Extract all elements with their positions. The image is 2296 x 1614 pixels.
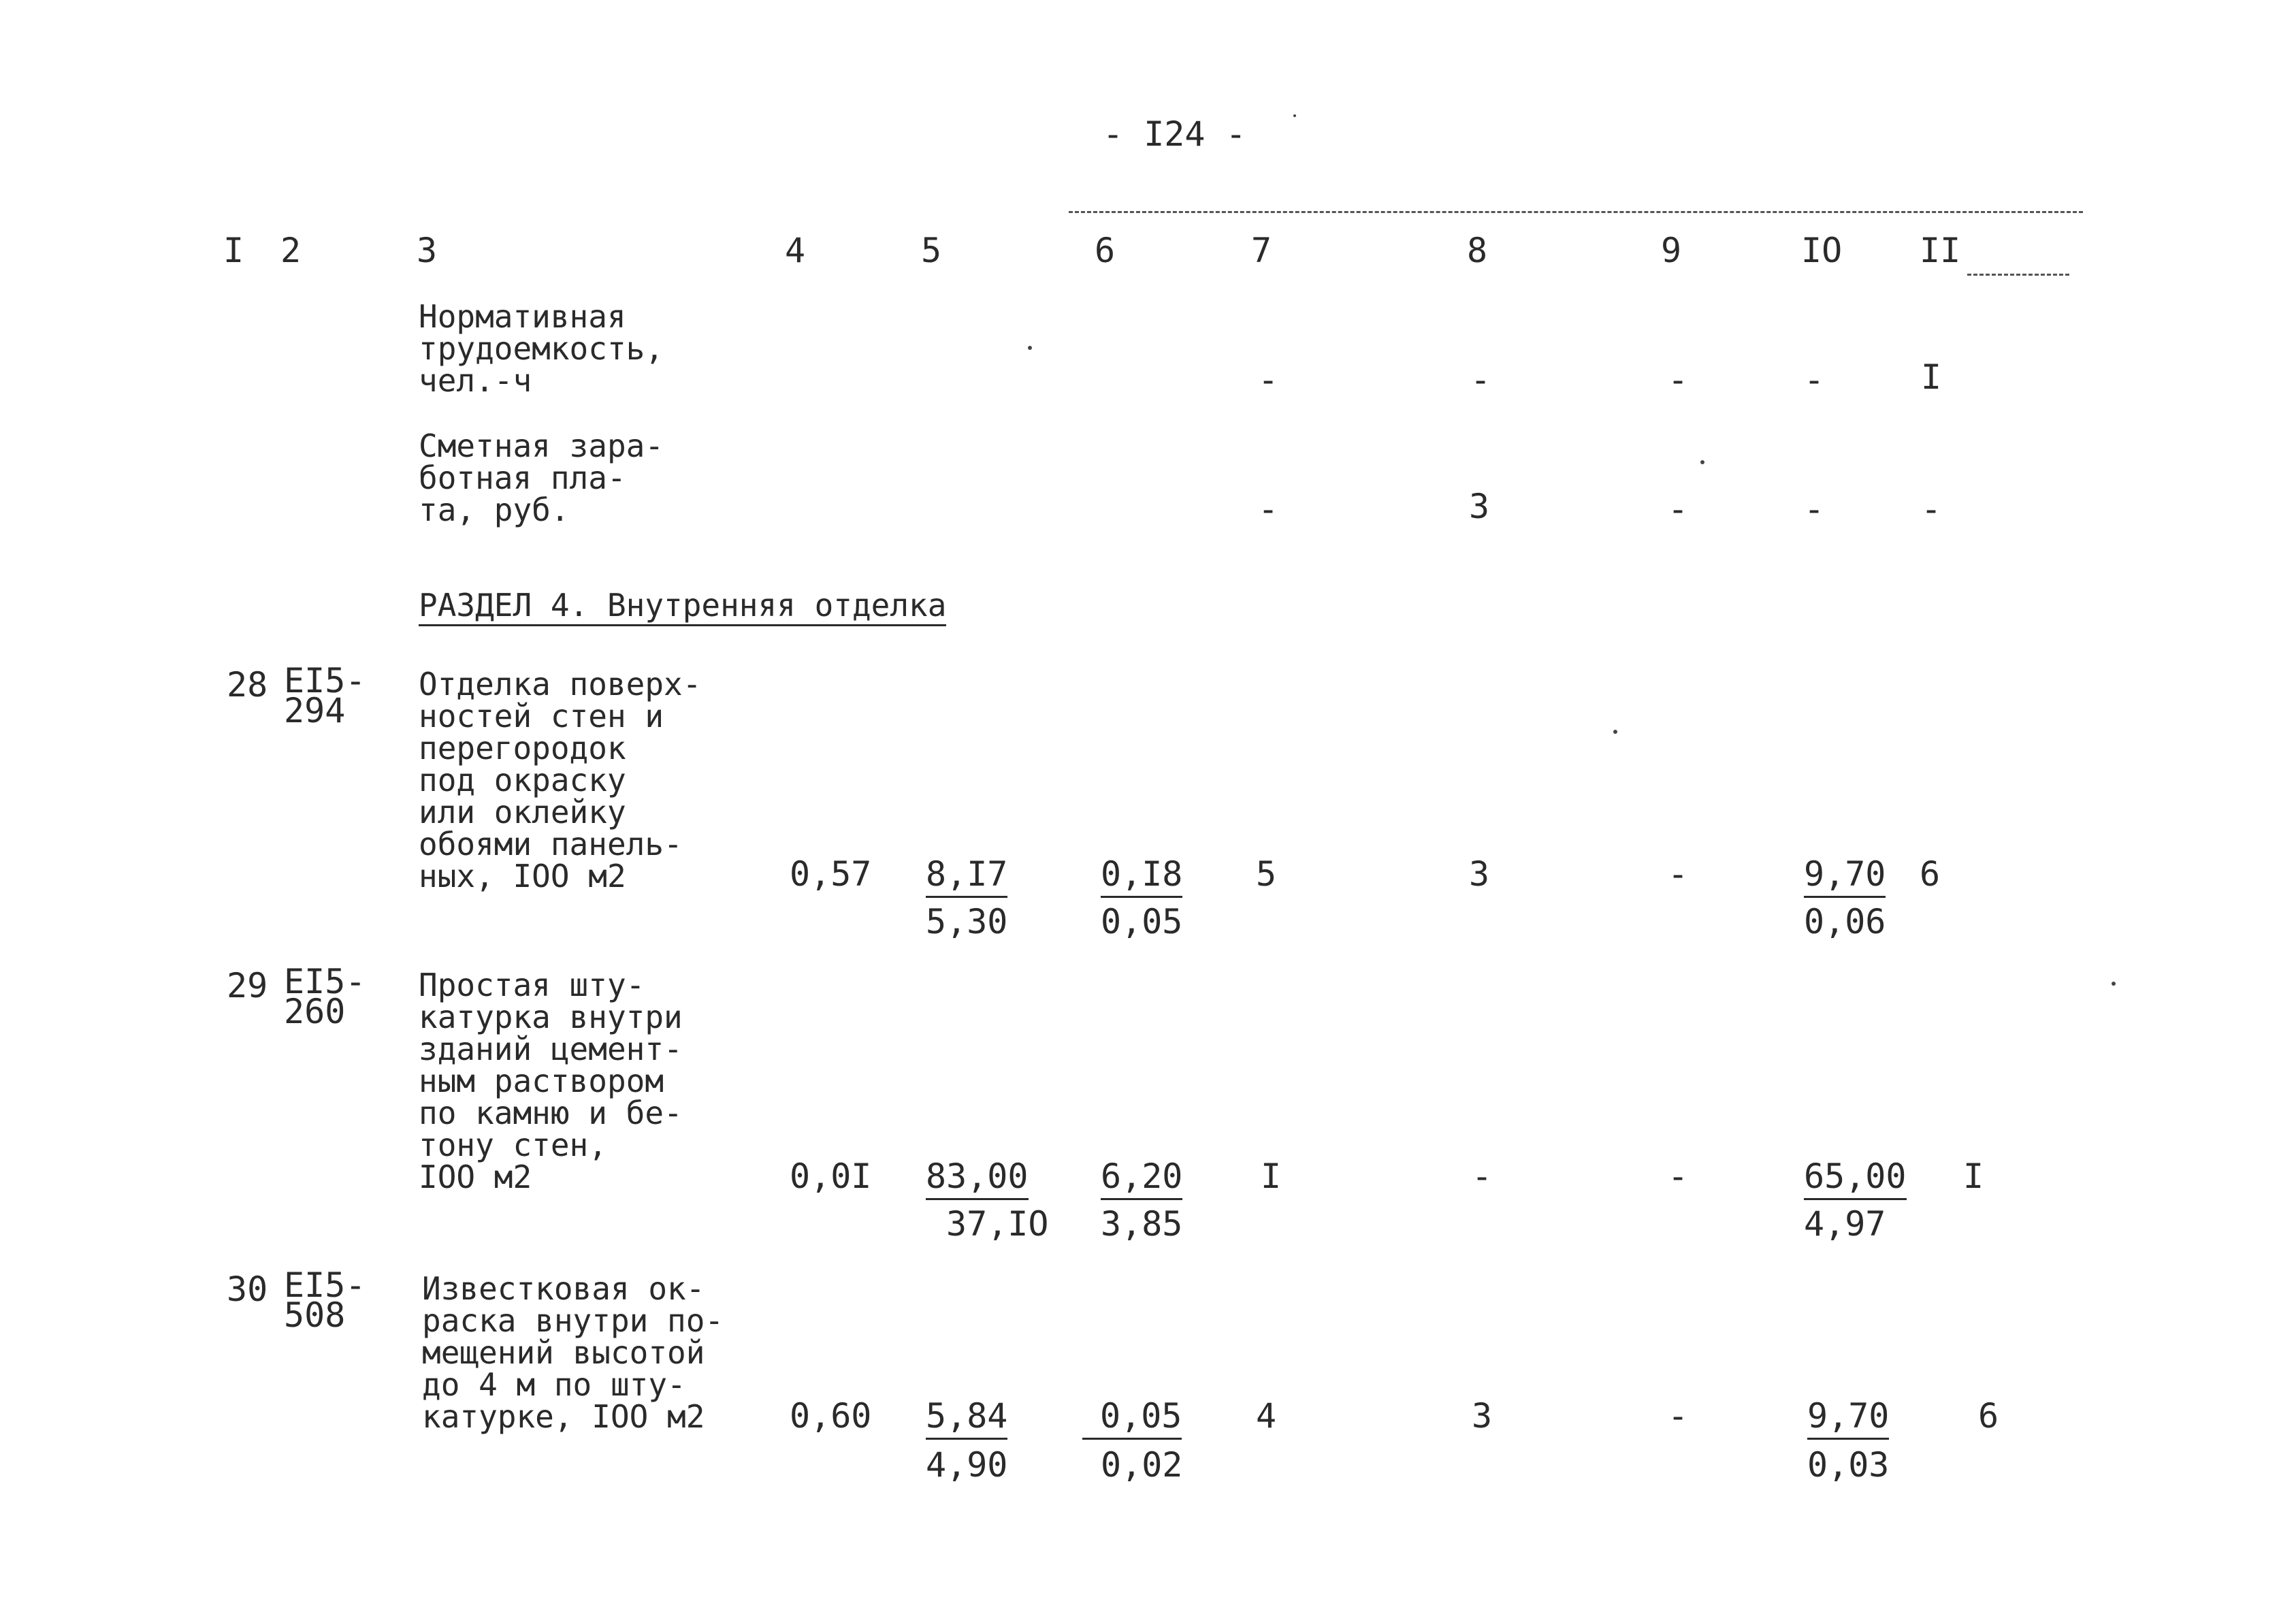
header-col-2: 2 xyxy=(280,231,302,270)
row-cell-4: 0,57 xyxy=(790,854,872,894)
header-col-7: 7 xyxy=(1251,231,1272,270)
row-number: 30 xyxy=(227,1270,268,1309)
header-col-8: 8 xyxy=(1467,231,1488,270)
summary-cell-11: - xyxy=(1921,489,1942,529)
header-col-4: 4 xyxy=(785,231,806,270)
scan-speck xyxy=(1700,460,1704,464)
header-col-9: 9 xyxy=(1661,231,1682,270)
row-cell-5-top: 83,00 xyxy=(926,1157,1029,1200)
summary-cell-8: 3 xyxy=(1469,487,1490,526)
row-cell-6-bottom: 3,85 xyxy=(1101,1204,1183,1244)
row-cell-5-bottom: 4,90 xyxy=(926,1445,1008,1485)
summary-cell-11: I xyxy=(1921,357,1942,397)
row-description: Отделка поверх- ностей стен и перегородок под окраску или оклейку обоями панель- ных, IOO м2 xyxy=(419,666,702,894)
summary-cell-7: - xyxy=(1258,360,1279,400)
row-cell-5-top: 5,84 xyxy=(926,1397,1007,1440)
header-col-5: 5 xyxy=(921,231,942,270)
summary-cell-10: - xyxy=(1804,360,1825,400)
row-cell-9: - xyxy=(1668,1396,1689,1436)
scan-speck xyxy=(1028,346,1032,350)
row-cell-7: 5 xyxy=(1256,854,1277,894)
row-cell-9: - xyxy=(1668,1157,1689,1196)
page-number: - I24 - xyxy=(1103,114,1246,154)
row-cell-11: I xyxy=(1963,1157,1984,1196)
scan-speck xyxy=(2112,982,2116,986)
row-cell-6-bottom: 0,02 xyxy=(1101,1445,1183,1485)
row-cell-6-top: 0,I8 xyxy=(1101,855,1182,898)
row-cell-6-top: 6,20 xyxy=(1101,1157,1182,1200)
row-cell-7: I xyxy=(1261,1157,1282,1196)
row-cell-5-top: 8,I7 xyxy=(926,855,1007,898)
row-cell-6-bottom: 0,05 xyxy=(1101,902,1183,941)
row-number: 28 xyxy=(227,665,268,705)
section-heading: РАЗДЕЛ 4. Внутренняя отделка xyxy=(419,590,946,626)
header-col-11-rule xyxy=(1967,274,2069,276)
row-code: EI5- 508 xyxy=(284,1265,366,1335)
row-cell-8: 3 xyxy=(1469,854,1490,894)
summary-cell-9: - xyxy=(1668,489,1689,529)
row-cell-11: 6 xyxy=(1978,1396,1999,1436)
row-cell-4: 0,0I xyxy=(790,1157,872,1196)
row-cell-9: - xyxy=(1668,854,1689,894)
summary-label: Нормативная трудоемкость, чел.-ч xyxy=(419,298,664,399)
row-code: EI5- 294 xyxy=(284,661,366,730)
row-cell-10-bottom: 4,97 xyxy=(1804,1204,1886,1244)
row-code: EI5- 260 xyxy=(284,962,366,1031)
summary-label: Сметная зара- ботная пла- та, руб. xyxy=(419,427,664,528)
row-cell-4: 0,60 xyxy=(790,1396,872,1436)
row-cell-5-bottom: 37,IO xyxy=(946,1204,1049,1244)
summary-cell-10: - xyxy=(1804,489,1825,529)
row-cell-6-top: 0,05 xyxy=(1082,1397,1182,1440)
row-cell-10-top: 9,70 xyxy=(1804,855,1886,898)
row-cell-8: - xyxy=(1472,1157,1493,1196)
row-cell-10-top: 9,70 xyxy=(1807,1397,1889,1440)
row-cell-10-bottom: 0,06 xyxy=(1804,902,1886,941)
summary-cell-9: - xyxy=(1668,360,1689,400)
row-description: Простая шту- катурка внутри зданий цемент- ным раствором по камню и бе- тону стен, IOO м2 xyxy=(419,967,683,1195)
row-cell-10-top: 65,00 xyxy=(1804,1157,1907,1200)
summary-cell-8: - xyxy=(1470,360,1491,400)
header-col-3: 3 xyxy=(417,231,438,270)
header-col-10: IO xyxy=(1801,231,1843,270)
row-description: Известковая ок- раска внутри по- мещений высотой до 4 м по шту- катурке, IOO м2 xyxy=(422,1270,724,1435)
header-rule xyxy=(1069,211,2083,213)
scan-speck xyxy=(1613,730,1617,734)
row-cell-10-bottom: 0,03 xyxy=(1807,1445,1890,1485)
header-col-11: II xyxy=(1920,231,1961,270)
scan-speck xyxy=(1293,114,1296,117)
row-cell-7: 4 xyxy=(1256,1396,1277,1436)
row-cell-8: 3 xyxy=(1472,1396,1493,1436)
header-col-1: I xyxy=(223,231,244,270)
header-col-6: 6 xyxy=(1095,231,1116,270)
summary-cell-7: - xyxy=(1258,489,1279,529)
row-cell-5-bottom: 5,30 xyxy=(926,902,1008,941)
row-number: 29 xyxy=(227,966,268,1005)
row-cell-11: 6 xyxy=(1920,854,1941,894)
